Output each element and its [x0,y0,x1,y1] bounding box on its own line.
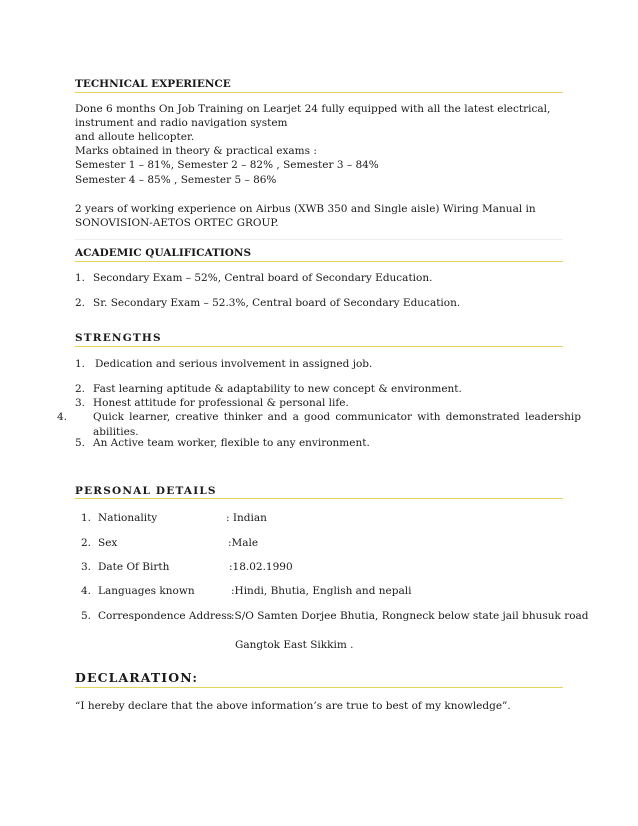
personal-row-label: Date Of Birth [98,561,170,573]
strength-item [75,357,563,372]
academic-heading-rule [75,261,563,262]
personal-row-value: :Hindi, Bhutia, English and nepali [231,585,412,597]
personal-row-number: 2. [81,537,92,549]
strength-item-number: 2. [75,383,86,395]
personal-heading-rule [75,498,563,499]
strengths-heading: STRENGTHS [75,332,162,344]
strength-item-text: Honest attitude for professional & personal life. [93,397,349,409]
section-divider [75,239,563,240]
technical-experience-heading: TECHNICAL EXPERIENCE [75,78,231,90]
technical-heading-rule [75,92,563,93]
technical-line-5: Semester 1 – 81%, Semester 2 – 82% , Semester 3 – 84% [75,159,379,171]
strength-item-text: Fast learning aptitude & adaptability to new concept & environment. [93,383,462,395]
personal-row-label: Nationality [98,512,158,524]
academic-item-number: 2. [75,297,86,309]
technical-line-2: instrument and radio navigation system [75,117,288,129]
declaration-heading: DECLARATION: [75,670,199,685]
personal-row-number: 1. [81,512,92,524]
strength-item [75,436,563,451]
personal-row-value: : Indian [226,512,267,524]
technical-line-4: Marks obtained in theory & practical exams : [75,145,317,157]
academic-item-text: Secondary Exam – 52%, Central board of Secondary Education. [93,272,433,284]
technical-line-3: and alloute helicopter. [75,131,195,143]
academic-item [75,271,563,286]
personal-row-number: 5. [81,610,92,622]
address-continuation: Gangtok East Sikkim . [235,639,354,651]
strength-item-number: 1. [75,358,86,370]
strength-item-text: An Active team worker, flexible to any environment. [93,437,370,449]
strengths-heading-rule [75,346,563,347]
personal-row-value: :Male [228,537,259,549]
academic-item-text: Sr. Secondary Exam – 52.3%, Central board of Secondary Education. [93,297,461,309]
declaration-heading-rule [75,687,563,688]
strength-item-text: Dedication and serious involvement in assigned job. [95,358,373,370]
strength-item-number: 4. [57,411,68,423]
personal-row-number: 3. [81,561,92,573]
personal-row-number: 4. [81,585,92,597]
technical-para2-line-2: SONOVISION-AETOS ORTEC GROUP. [75,217,279,229]
strength-item-number: 5. [75,437,86,449]
technical-line-1: Done 6 months On Job Training on Learjet 24 fully equipped with all the latest electrical, [75,103,551,115]
personal-details-heading: PERSONAL DETAILS [75,485,217,497]
technical-line-6: Semester 4 – 85% , Semester 5 – 86% [75,174,277,186]
academic-heading: ACADEMIC QUALIFICATIONS [75,247,252,259]
personal-row-label: Languages known [98,585,195,597]
personal-row-label: Correspondence Address [98,610,232,622]
declaration-text: “I hereby declare that the above information’s are true to best of my knowledge”. [75,700,511,712]
personal-row-value: :18.02.1990 [229,561,293,573]
strength-item [75,382,563,397]
technical-para2-line-1: 2 years of working experience on Airbus (XWB 350 and Single aisle) Wiring Manual in [75,203,536,215]
strength-item [75,396,563,411]
personal-row-label: Sex [98,537,118,549]
strength-item [57,410,581,439]
strength-item-text: Quick learner, creative thinker and a good communicator with demonstrated leadership abilities. [93,411,581,438]
academic-item-number: 1. [75,272,86,284]
academic-item [75,296,563,311]
strength-item-number: 3. [75,397,86,409]
personal-row-value: :S/O Samten Dorjee Bhutia, Rongneck below state jail bhusuk road [231,610,589,622]
